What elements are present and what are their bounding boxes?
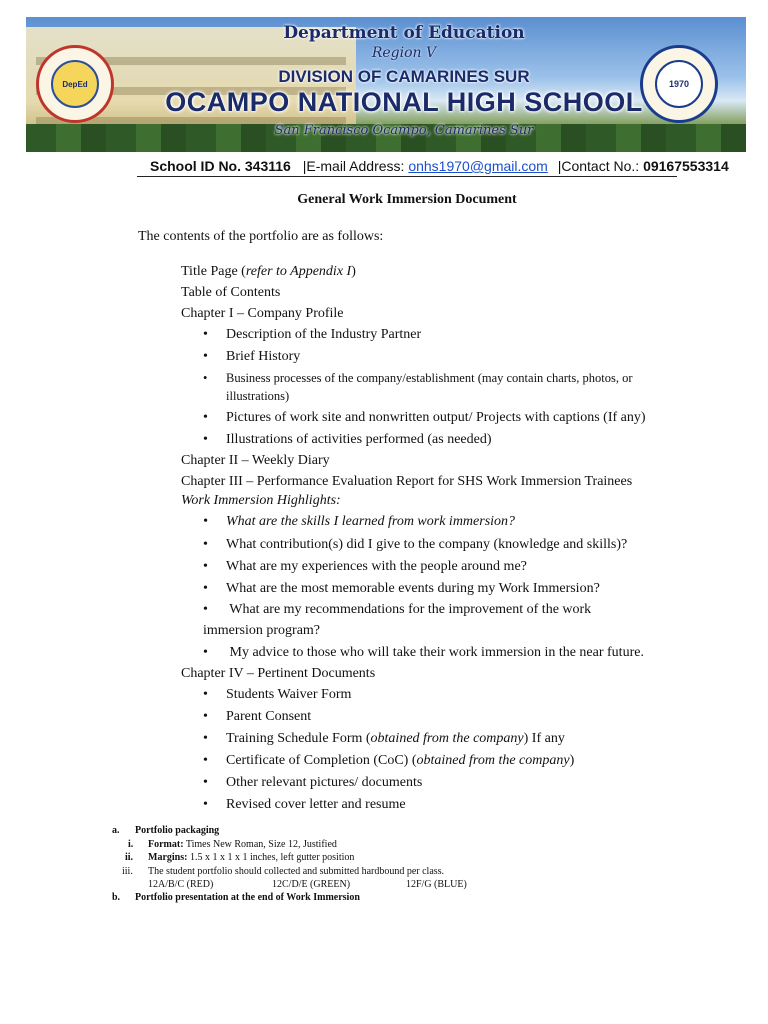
school-banner xyxy=(26,17,746,152)
footer-iii-label: iii. xyxy=(122,866,133,877)
contact-line: School ID No. 343116 |E-mail Address: onhs1970@gmail.com |Contact No.: 09167553314 xyxy=(137,158,677,177)
list-item: • Illustrations of activities performed (as needed) xyxy=(203,432,492,447)
contact-label: Contact No.: xyxy=(561,158,640,174)
region-label: Region V xyxy=(371,45,437,61)
footer-iii-text: The student portfolio should collected and submitted hardbound per class. xyxy=(148,866,445,877)
footer-class-red: 12A/B/C (RED) xyxy=(148,879,214,890)
footer-a-label: a. xyxy=(112,825,120,836)
footer-class-green: 12C/D/E (GREEN) xyxy=(272,879,351,890)
list-item-continued: immersion program? xyxy=(203,623,321,638)
email-link[interactable]: onhs1970@gmail.com xyxy=(408,158,548,174)
document-title: General Work Immersion Document xyxy=(297,192,517,207)
footer-i-label: i. xyxy=(128,839,134,850)
school-address: San Francisco Ocampo, Camarines Sur xyxy=(274,123,534,138)
list-item: • Business processes of the company/establishment (may contain charts, photos, or xyxy=(203,371,633,385)
school-id: School ID No. 343116 xyxy=(150,158,291,174)
list-item: • Description of the Industry Partner xyxy=(203,327,422,342)
list-item: • Students Waiver Form xyxy=(203,687,352,702)
division-title: DIVISION OF CAMARINES SUR xyxy=(278,67,530,86)
footer-b-text: Portfolio presentation at the end of Work Immersion xyxy=(135,892,360,903)
list-item: • Pictures of work site and nonwritten output/ Projects with captions (If any) xyxy=(203,410,646,425)
toc-line: Table of Contents xyxy=(181,285,281,300)
list-item: • What are the skills I learned from work immersion? xyxy=(203,514,516,529)
school-seal-year: 1970 xyxy=(655,60,703,108)
footer-ii-label: ii. xyxy=(125,852,134,863)
list-item: • Other relevant pictures/ documents xyxy=(203,775,423,790)
list-item: • Revised cover letter and resume xyxy=(203,797,406,812)
footer-class-blue: 12F/G (BLUE) xyxy=(406,879,467,890)
footer-b-label: b. xyxy=(112,892,121,903)
chapter-3-heading: Chapter III – Performance Evaluation Report for SHS Work Immersion Trainees xyxy=(181,474,633,489)
list-item: • Training Schedule Form (obtained from the company) If any xyxy=(203,731,565,746)
list-item: • Parent Consent xyxy=(203,709,312,724)
email-label: E-mail Address: xyxy=(306,158,405,174)
list-item-continued: illustrations) xyxy=(226,389,290,403)
list-item: • Brief History xyxy=(203,349,301,364)
list-item: • What are my recommendations for the improvement of the work xyxy=(203,602,592,617)
list-item: • What contribution(s) did I give to the company (knowledge and skills)? xyxy=(203,537,628,552)
list-item: • My advice to those who will take their work immersion in the near future. xyxy=(203,645,644,660)
title-page-line: Title Page (refer to Appendix I) xyxy=(181,264,356,279)
intro-text: The contents of the portfolio are as follows: xyxy=(138,229,384,244)
footer-ii-text: Margins: 1.5 x 1 x 1 x 1 inches, left gutter position xyxy=(148,852,355,863)
department-title: Department of Education xyxy=(283,23,525,43)
school-name: OCAMPO NATIONAL HIGH SCHOOL xyxy=(165,87,643,117)
chapter-4-heading: Chapter IV – Pertinent Documents xyxy=(181,666,376,681)
contact-number: 09167553314 xyxy=(643,158,729,174)
list-item: • What are my experiences with the people around me? xyxy=(203,559,527,574)
footer-a-text: Portfolio packaging xyxy=(135,825,220,836)
chapter-2-heading: Chapter II – Weekly Diary xyxy=(181,453,330,468)
deped-seal-text: DepEd xyxy=(51,60,99,108)
chapter-1-heading: Chapter I – Company Profile xyxy=(181,306,344,321)
highlights-heading: Work Immersion Highlights: xyxy=(181,493,341,508)
list-item: • Certificate of Completion (CoC) (obtained from the company) xyxy=(203,753,575,768)
footer-i-text: Format: Times New Roman, Size 12, Justified xyxy=(148,839,337,850)
list-item: • What are the most memorable events during my Work Immersion? xyxy=(203,581,600,596)
